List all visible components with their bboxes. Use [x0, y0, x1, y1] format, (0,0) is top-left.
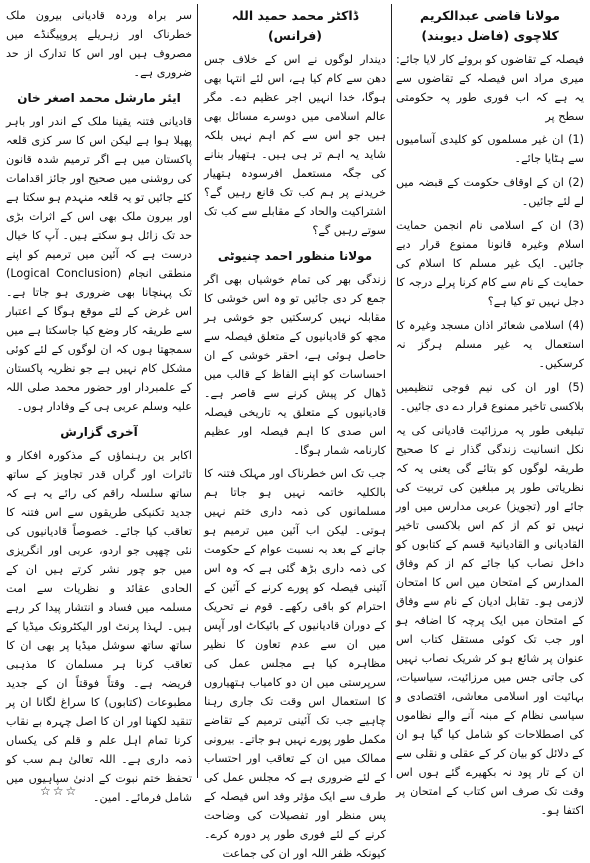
list-item: (3) ان کے اسلامی نام انجمن حمایت اسلام وغیرہ قانونا ممنوع قرار دیے جائیں۔ ایک غیر مسلم کا اسلام کی حمایت کے نام سے کام کرنا پرلے درجہ کا دجل نہیں تو کیا ہے؟ [396, 219, 584, 308]
column-divider [197, 4, 198, 778]
article-paragraph: دیندار لوگوں نے اس کے خلاف جس دھن سے کام کیا ہے، اس لئے انتہا بھی ہوگا، خدا انہیں اجر عظیم دے۔ مگر عالم اسلامی میں دوسرے مسائل بھی ہیں جو اس سے کم اہم نہیں بلکہ شاید یہ اہم تر ہی ہیں۔ ہتھیار بنانے کی جگہ مستعمل افرسودہ ہتھیار خریدنے پر ہم کب تک قانع رہیں گے؟ اشتراکیت والحاد کے مقابلے سے کب تک سوتے رہیں گے؟ [204, 53, 386, 237]
article-column-left [6, 6, 192, 804]
article-paragraph: سر براہ وردہ قادیانی بیرون ملک خطرناک اور زہریلے پروپیگنڈے میں مصروف ہیں اور اس کا تدارک از حد ضروری ہے۔ [6, 9, 192, 79]
article-column-middle [204, 6, 386, 860]
section-heading: آخری گزارش [60, 425, 138, 439]
list-item: (1) ان غیر مسلموں کو کلیدی آسامیوں سے ہٹایا جائے۔ [396, 133, 584, 165]
end-stars-ornament: ☆☆☆ [40, 784, 79, 798]
article-paragraph: زندگی بھر کی تمام خوشیاں بھی اگر جمع کر دی جائیں تو وہ اس خوشی کا مقابلہ نہیں کرسکتیں جو خوشی ہر مجھ کو قادیانیوں کے متعلق فیصلہ سے حاصل ہوئی ہے، احقر خوشی کے ان احساسات کو اپنے الفاظ کے قالب میں ڈھال کر پیش کرنے سے قاصر ہے۔ قادیانیوں کے متعلق یہ تاریخی فیصلہ اس صدی کا اہم فیصلہ اور عظیم کارنامہ شمار ہوگا۔ [204, 273, 386, 457]
list-item: (5) اور ان کی نیم فوجی تنظیمیں بلاکسی تاخیر ممنوع قرار دے دی جائیں۔ [396, 381, 584, 413]
article-column-right [396, 6, 584, 817]
article-paragraph: جب تک اس خطرناک اور مہلک فتنہ کا بالکلیہ خاتمہ نہیں ہو جاتا ہم مسلمانوں کی ذمہ داری ختم نہیں ہوتی۔ لیکن اب آئین میں ترمیم ہو جانے کے بعد بہ نسبت عوام کے حکومت کی ذمہ داری بڑھ گئی ہے کہ وہ اس آئینی فیصلہ کو پورے کرنے کے آئین کے احترام کو باقی رکھے۔ قوم نے تحریک کے دوران قادیانیوں کے بائیکاٹ اور آپس میں ان سے عدم تعاون کا نظیر مظاہرہ کیا ہے مجلس عمل کی سرپرستی میں ان دو کامیاب ہتھیاروں کا استعمال اس وقت تک جاری رہنا چاہیے جب تک آئینی ترمیم کے تقاضے مکمل طور پورے نہیں ہو جاتے۔ بیرونی ممالک میں ان کے تعاقب اور احتساب کے لئے ضروری ہے کہ مجلس عمل کی طرف سے ایک مؤثر وفد اس فیصلہ کے پس منظر اور تفصیلات کی وضاحت کرنے کے لئے فوری طور پر دورہ کرے۔ کیونکہ ظفر اللہ اور ان کی جماعت [204, 467, 386, 860]
author-heading: ڈاکٹر محمد حمید اللہ (فرانس) [231, 8, 359, 43]
author-subheading: مولانا منظور احمد چنیوٹی [217, 249, 373, 263]
article-intro: فیصلہ کے تقاضوں کو بروئے کار لایا جائے: میری مراد اس فیصلہ کے تقاضوں سے یہ ہے کہ اب فوری طور پہ حکومتی سطح پر [396, 53, 584, 123]
article-paragraph: تبلیغی طور پہ مرزائیت قادیانی کی یہ نکل انسانیت زندگی گذار نے کا صحیح طریقہ لوگوں کو بتائے گی یعنی یہ کہ نظریاتی طور پر مبلغین کی تربیت کی جائے اور (تجویز) عربی مدارس میں اور نہیں تو کم از کم اس بلاکسی تاخیر القادیانی و القادیانیۃ قسم کے کتابوں کو داخل نصاب کیا جائے کم از کم وفاق المدارس کے امتحان میں اس کا امتحان لازمی ہو۔ تقابل ادیان کے نام سے وفاق کے امتحان میں ایک پرچہ کا اضافہ ہو اور جب تک کوئی مستقل کتاب اس عنوان پر شائع ہو کر شریک نصاب نہیں کی جاتی جس میں مرزائیت، سیاسیات، بہائیت اور اسلامی معاشی، اقتصادی و سیاسی نظام کے مبنہ آنے والے نظاموں کی اصطلاحات کو شامل کیا گیا ہو ان کے دلائل کو بیان کر کے عقلی و نقلی سے ان کے تار پود نہ بکھیرے گئے ہوں اس وقت تک صرف اس کتاب کے امتحان پر اکتفا ہو۔ [396, 424, 584, 817]
list-item: (2) ان کے اوقاف حکومت کے قبضہ میں لے لئے جائیں۔ [396, 176, 584, 208]
article-paragraph: قادیانی فتنہ یقینا ملک کے اندر اور باہر پھیلا ہوا ہے لیکن اس کا سر کزی قلعہ پاکستان میں ہے اگر ترمیم شدہ قانون کی روشنی میں صحیح اور جائز اقدامات کئے جائیں تو یہ قلعہ منہدم ہو سکتا ہے اور بیرون ملک بھی اس کے اثرات بڑی حد تک زائل ہو سکتے ہیں۔ آپ کا خیال درست ہے کہ آئین میں ترمیم کو اپنے منطقی انجام (Logical Conclusion) تک پہنچانا بھی ضروری ہو جاتا ہے۔ اس غرض کے لئے موقع ہوگا کے اعتبار سے طریقہ کار وضع کیا جاسکتا ہے میں سمجھتا ہوں کہ ان لوگوں کے لئے کوئی مشکل کام نہیں ہے جو نظریہ پاکستان کے علمبردار اور حضور محمد صلی اللہ علیہ وسلم عربی ہی کے وفادار ہوں۔ [6, 115, 192, 413]
author-subheading: ایئر مارشل محمد اصغر خان [17, 91, 181, 105]
column-divider [391, 4, 392, 778]
article-paragraph: اکابر ین رہنماؤں کے مذکورہ افکار و تاثرات اور گراں قدر تجاویز کے ساتھ ساتھ سلسلہ راقم کی رائے یہ ہے کہ جدید تکنیکی طریقوں سے اس فتنہ کا تعاقب کیا جائے۔ خصوصاً قادیانیوں کی نئی چھپی جو اردو، عربی اور انگریزی میں جو چور نشر کرتے ہیں ان کے الحادی عقائد و نظریات سے امت مسلمہ میں فساد و انتشار پیدا کر رہے ہیں۔ لہذا پرنٹ اور الیکٹرونک میڈیا کے ساتھ ساتھ سوشل میڈیا پر بھی ان کا تعاقب کرنا ہر مسلمان کا مذہبی فریضہ ہے۔ وقتاً فوقتاً ان کے جدید مطبوعات (کتابوں) کا سراغ لگانا ان پر تنقید لکھنا اور ان کا اصل چہرہ بے نقاب کرنا تمام اہل علم و قلم کی یکساں ذمہ داری ہے۔ اللہ تعالیٰ ہم سب کو تحفظ ختم نبوت کے ادنیٰ سپاہیوں میں شامل فرمائے۔ امین۔ [6, 449, 192, 804]
author-heading: مولانا قاضی عبدالکریم کلاچوی (فاضل دیوبند) [420, 8, 560, 43]
list-item: (4) اسلامی شعائر اذان مسجد وغیرہ کا استعمال یہ غیر مسلم ہرگز نہ کرسکیں۔ [396, 319, 584, 370]
